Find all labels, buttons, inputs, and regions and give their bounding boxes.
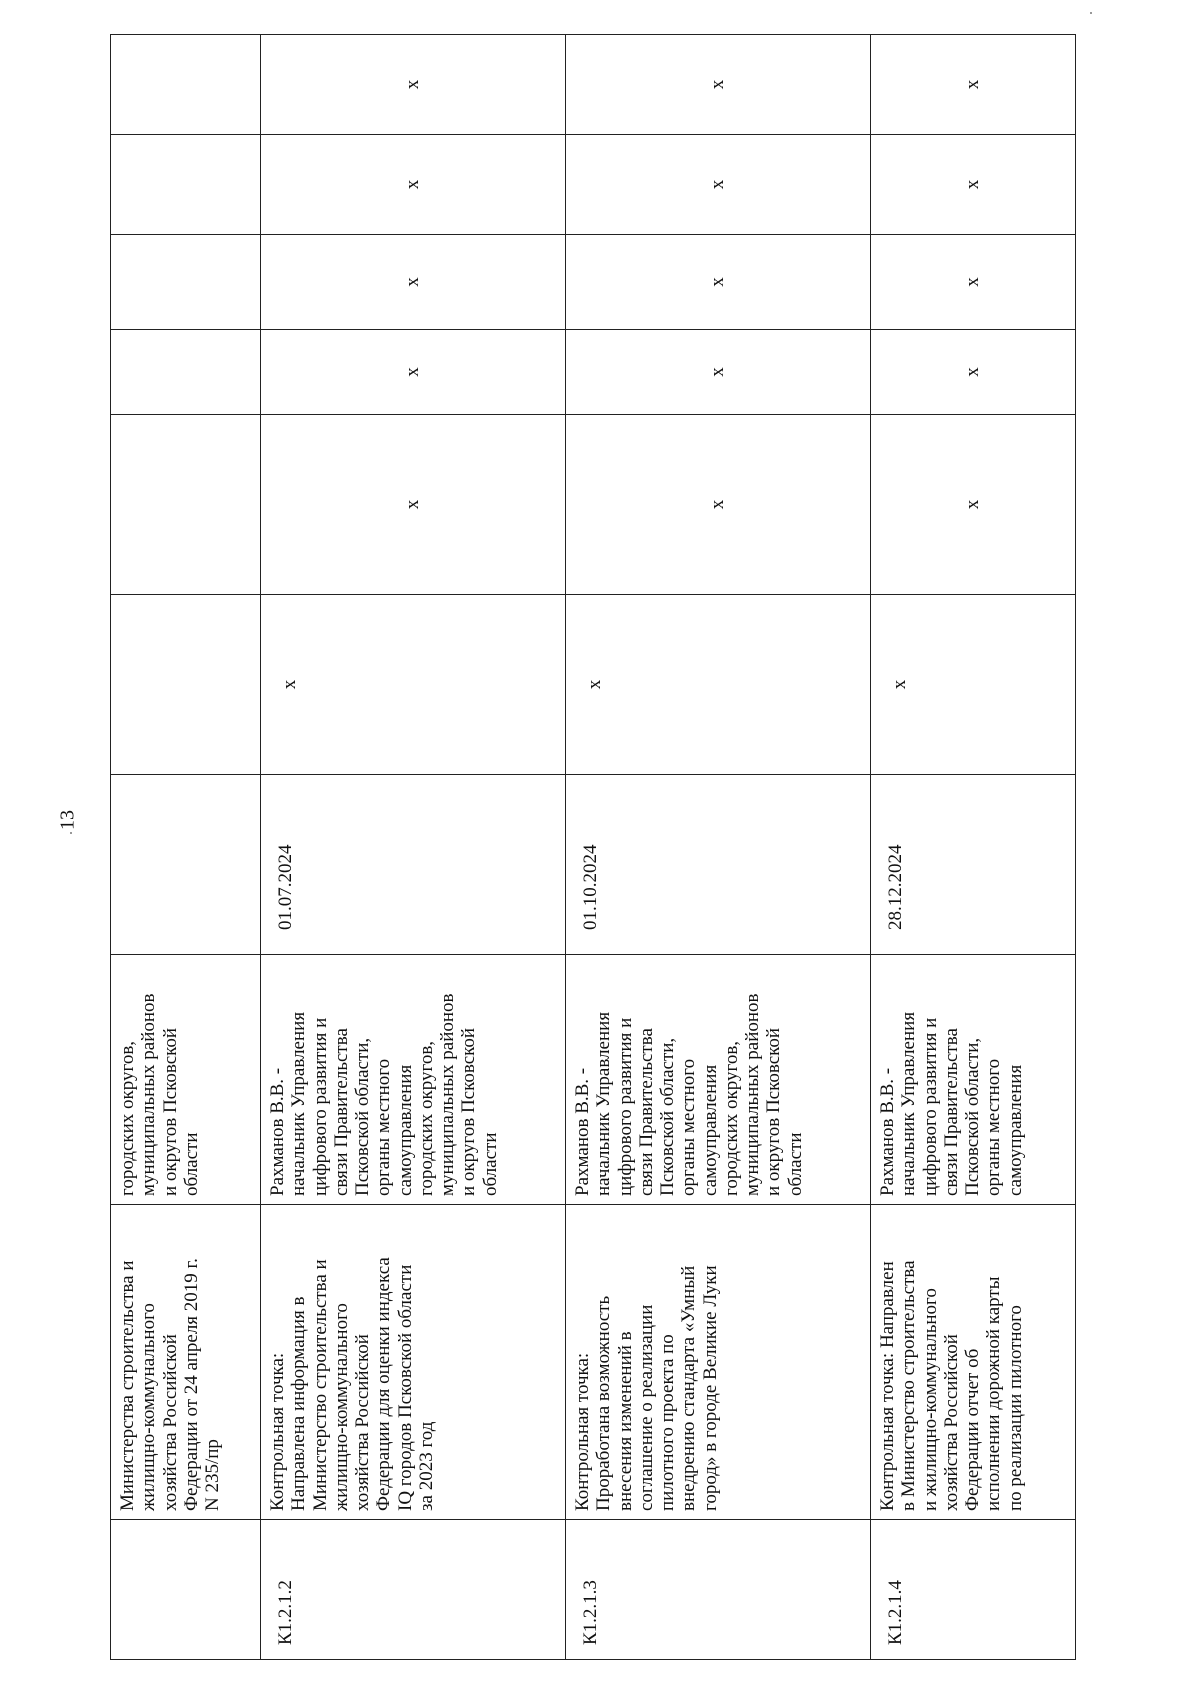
row-mark-cell-text: x bbox=[402, 277, 424, 287]
row-mark-cell bbox=[871, 35, 1076, 135]
row-mark-cell-text: x bbox=[962, 179, 984, 190]
row-mark-cell bbox=[871, 415, 1076, 595]
row-mark-cell-text: x bbox=[402, 367, 424, 377]
row-date-cell bbox=[261, 775, 566, 955]
row-mark-cell-text: x bbox=[707, 277, 729, 287]
row-mark-cell bbox=[871, 595, 1076, 775]
row-mark-cell-text: x bbox=[962, 277, 984, 287]
row-mark-cell bbox=[566, 235, 871, 330]
row-responsible-cell bbox=[871, 955, 1076, 1205]
row-code-cell-text: К1.2.1.4 bbox=[885, 1580, 906, 1645]
row-mark-cell-text: x bbox=[707, 79, 729, 90]
row-mark-cell bbox=[871, 330, 1076, 415]
row-mark-cell bbox=[111, 330, 261, 415]
row-mark-cell bbox=[871, 135, 1076, 235]
row-event-cell bbox=[111, 1205, 261, 1520]
row-code-cell-text: К1.2.1.2 bbox=[275, 1580, 296, 1645]
row-date-cell bbox=[871, 775, 1076, 955]
row-mark-cell bbox=[111, 595, 261, 775]
row-mark-cell bbox=[111, 135, 261, 235]
row-mark-cell bbox=[261, 135, 566, 235]
row-mark-cell bbox=[111, 235, 261, 330]
row-code-cell-text: К1.2.1.3 bbox=[580, 1580, 601, 1645]
row-date-cell-text: 01.10.2024 bbox=[580, 844, 601, 930]
scan-speck bbox=[1090, 12, 1092, 14]
row-responsible-cell-text: Рахманов В.В. - начальник Управления цифрового развития и связи Правительства Псковской области, органы местного самоуправления городских округов, муниципальных районов и округов Псковской области bbox=[267, 993, 501, 1196]
row-mark-cell bbox=[261, 415, 566, 595]
row-mark-cell-text: x bbox=[707, 367, 729, 377]
row-mark-cell bbox=[111, 415, 261, 595]
row-responsible-cell bbox=[111, 955, 261, 1205]
row-mark-cell-text: x bbox=[402, 79, 424, 90]
row-event-cell-text: Контрольная точка: Проработана возможность внесения изменений в соглашение о реализации пилотного проекта по внедрению стандарта «Умный город» в городе Великие Луки bbox=[572, 1265, 721, 1511]
row-mark-cell-text: x bbox=[962, 79, 984, 90]
page-number: 13 bbox=[56, 810, 79, 830]
row-responsible-cell-text: Рахманов В.В. - начальник Управления цифрового развития и связи Правительства Псковской области, органы местного самоуправления городских округов, муниципальных районов и округов Псковской области bbox=[572, 993, 806, 1196]
row-mark-cell-text: x bbox=[279, 679, 300, 690]
row-responsible-cell bbox=[261, 955, 566, 1205]
row-mark-cell bbox=[261, 35, 566, 135]
row-date-cell bbox=[566, 775, 871, 955]
row-event-cell-text: Контрольная точка: Направлена информация в Министерство строительства и жилищно-коммунального хозяйства Российской Федерации для оценки индекса IQ городов Псковской области за 2023 год bbox=[267, 1257, 437, 1511]
row-date-cell bbox=[111, 775, 261, 955]
row-mark-cell bbox=[261, 235, 566, 330]
table-row bbox=[261, 35, 566, 1660]
row-mark-cell-text: x bbox=[962, 367, 984, 377]
row-mark-cell bbox=[566, 35, 871, 135]
row-responsible-cell-text: городских округов, муниципальных районов и округов Псковской области bbox=[117, 993, 202, 1196]
row-mark-cell bbox=[261, 330, 566, 415]
row-code-cell bbox=[871, 1520, 1076, 1660]
row-event-cell-text: Контрольная точка: Направлен в Министерство строительства и жилищно-коммунального хозяйства Российской Федерации отчет об исполнении дорожной карты по реализации пилотного bbox=[877, 1260, 1026, 1511]
row-code-cell bbox=[261, 1520, 566, 1660]
row-mark-cell-text: x bbox=[402, 499, 424, 510]
rotated-table-wrapper bbox=[110, 35, 1075, 1660]
row-code-cell bbox=[111, 1520, 261, 1660]
row-mark-cell bbox=[566, 595, 871, 775]
row-mark-cell bbox=[566, 415, 871, 595]
row-mark-cell-text: x bbox=[707, 179, 729, 190]
row-mark-cell bbox=[566, 330, 871, 415]
row-code-cell bbox=[566, 1520, 871, 1660]
row-event-cell-text: Министерства строительства и жилищно-коммунального хозяйства Российской Федерации от 24 апреля 2019 г. N 235/пр bbox=[117, 1258, 224, 1511]
row-mark-cell-text: x bbox=[962, 499, 984, 510]
row-mark-cell bbox=[111, 35, 261, 135]
row-date-cell-text: 01.07.2024 bbox=[275, 844, 296, 930]
row-event-cell bbox=[261, 1205, 566, 1520]
row-mark-cell-text: x bbox=[584, 679, 605, 690]
table-row bbox=[566, 35, 871, 1660]
row-responsible-cell bbox=[566, 955, 871, 1205]
table-row bbox=[111, 35, 261, 1660]
row-event-cell bbox=[566, 1205, 871, 1520]
plan-table bbox=[110, 34, 1076, 1660]
row-mark-cell-text: x bbox=[402, 179, 424, 190]
row-mark-cell-text: x bbox=[889, 679, 910, 690]
row-event-cell bbox=[871, 1205, 1076, 1520]
table-row bbox=[871, 35, 1076, 1660]
scan-speck bbox=[70, 832, 72, 834]
row-mark-cell bbox=[871, 235, 1076, 330]
row-mark-cell bbox=[566, 135, 871, 235]
row-date-cell-text: 28.12.2024 bbox=[885, 844, 906, 930]
row-mark-cell-text: x bbox=[707, 499, 729, 510]
row-responsible-cell-text: Рахманов В.В. - начальник Управления цифрового развития и связи Правительства Псковской области, органы местного самоуправления bbox=[877, 1011, 1026, 1196]
row-mark-cell bbox=[261, 595, 566, 775]
